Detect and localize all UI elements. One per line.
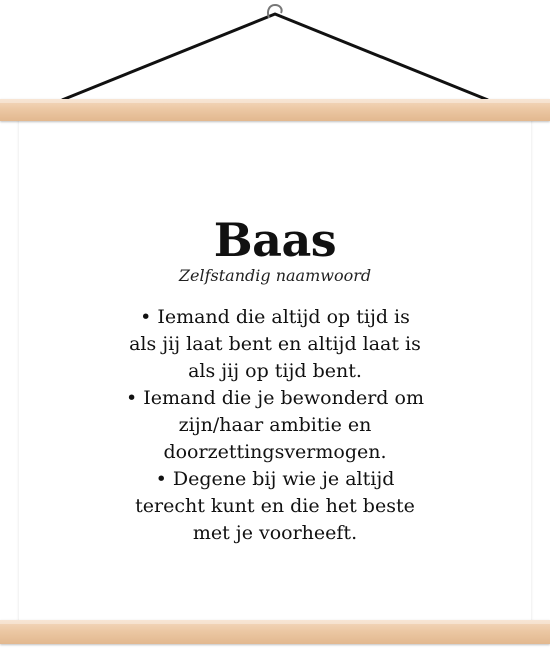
definition-line: zijn/haar ambitie en [178, 414, 372, 436]
definition-block [0, 214, 550, 547]
definition-line: • Degene bij wie je altijd [155, 468, 395, 490]
definition-line: met je voorheeft. [192, 522, 358, 544]
definition-line: doorzettingsvermogen. [163, 441, 387, 463]
definition-line: als jij laat bent en altijd laat is [129, 333, 421, 355]
definition-line: • Iemand die altijd op tijd is [140, 306, 410, 328]
definition-line: • Iemand die je bewonderd om [126, 387, 424, 409]
word-type: Zelfstandig naamwoord [178, 266, 372, 285]
cord-line [62, 14, 488, 100]
word-title: Baas [213, 213, 337, 267]
hanging-cord [0, 0, 550, 110]
bottom-wooden-rail [0, 620, 550, 644]
top-wooden-rail [0, 99, 550, 121]
definition-line: als jij op tijd bent. [188, 360, 362, 382]
definition-line: terecht kunt en die het beste [135, 495, 415, 517]
